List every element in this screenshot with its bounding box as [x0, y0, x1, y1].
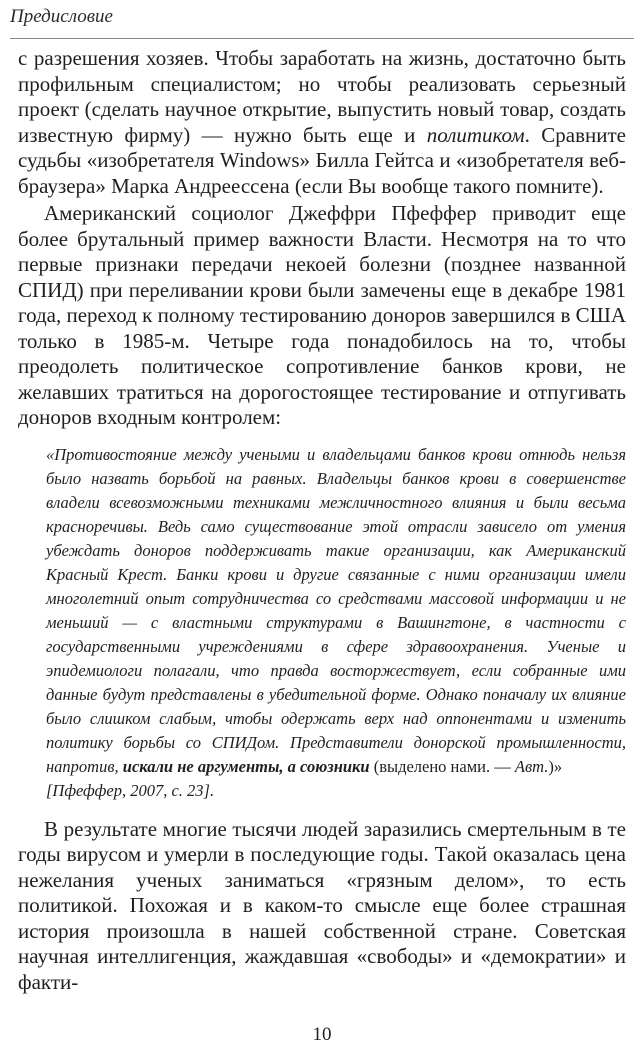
paragraph-text: с разрешения хозяев. Чтобы заработать на жизнь, достаточно быть профильным специалистом; но чтобы реализовать серьезный проект (сделать научное открытие, выпустить новый товар, создать известную фирму) — нужно быть еще и: [18, 46, 626, 147]
quote-bold-text: искали не аргументы, а союзники: [122, 756, 370, 776]
quote-citation: [Пфеффер, 2007, с. 23].: [46, 780, 215, 800]
paragraph-pfeffer: Американский социолог Джеффри Пфеффер приводит еще более брутальный пример важности Власти. Несмотря на то что первые признаки передачи некоей болезни (позднее названной СПИД) при переливании крови были замечены еще в декабре 1981 года, переход к полному тестированию доноров завершился в США только в 1985-м. Четыре года понадобилось на то, чтобы преодолеть политическое сопротивление банков крови, не желавших тратиться на дорогостоящее тестирование и отпугивать доноров входным контролем:: [18, 201, 626, 429]
quote-note-close: )»: [548, 756, 563, 776]
quote-text: «Противостояние между учеными и владельцами банков крови отнюдь нельзя было назвать борьбой на равных. Владельцы банков крови в совершенстве владели всевозможными техниками межличностного влияния и были весьма красноречивы. Ведь само существование этой отрасли зависело от умения убеждать доноров поддерживать такие организации, как Американский Красный Крест. Банки крови и другие связанные с ними организации имели многолетний опыт сотрудничества со средствами массовой информации и не меньший — с властными структурами в Вашингтоне, в частности с государственными учреждениями в сфере здравоохранения. Ученые и эпидемиологи полагали, что правда восторжествует, если собранные ими данные будут представлены в убедительной форме. Однако поначалу их влияние было слишком слабым, чтобы одержать верх над оппонентами и изменить политику борьбы со СПИДом. Представители донорской промышленности, напротив,: [46, 444, 626, 776]
quote-note: (выделено нами. —: [369, 756, 515, 776]
quote-note-author: Авт.: [514, 756, 549, 776]
paragraph-result: В результате многие тысячи людей заразились смертельным в те годы вирусом и умерли в последующие годы. Такой оказалась цена нежелания ученых заниматься «грязным делом», то есть политикой. Похожая и в каком-то смысле еще более страшная история произошла в нашей собственной стране. Советская научная интеллигенция, жаждавшая «свободы» и «демократии» и факти-: [18, 816, 626, 994]
paragraph-continued: [18, 46, 626, 199]
running-head: Предисловие: [10, 6, 113, 27]
page-number: 10: [312, 1024, 332, 1045]
paragraph-text: . Сравните судьбы «изобретателя Windows» Билла Гейтса и «изобретателя веб-браузера» Марка Андреессена (если Вы вообще такого помните).: [18, 122, 626, 198]
block-quote: [18, 443, 626, 803]
body-text: [18, 46, 626, 995]
emphasis-text: политиком: [426, 122, 525, 147]
header-rule: [10, 38, 634, 39]
